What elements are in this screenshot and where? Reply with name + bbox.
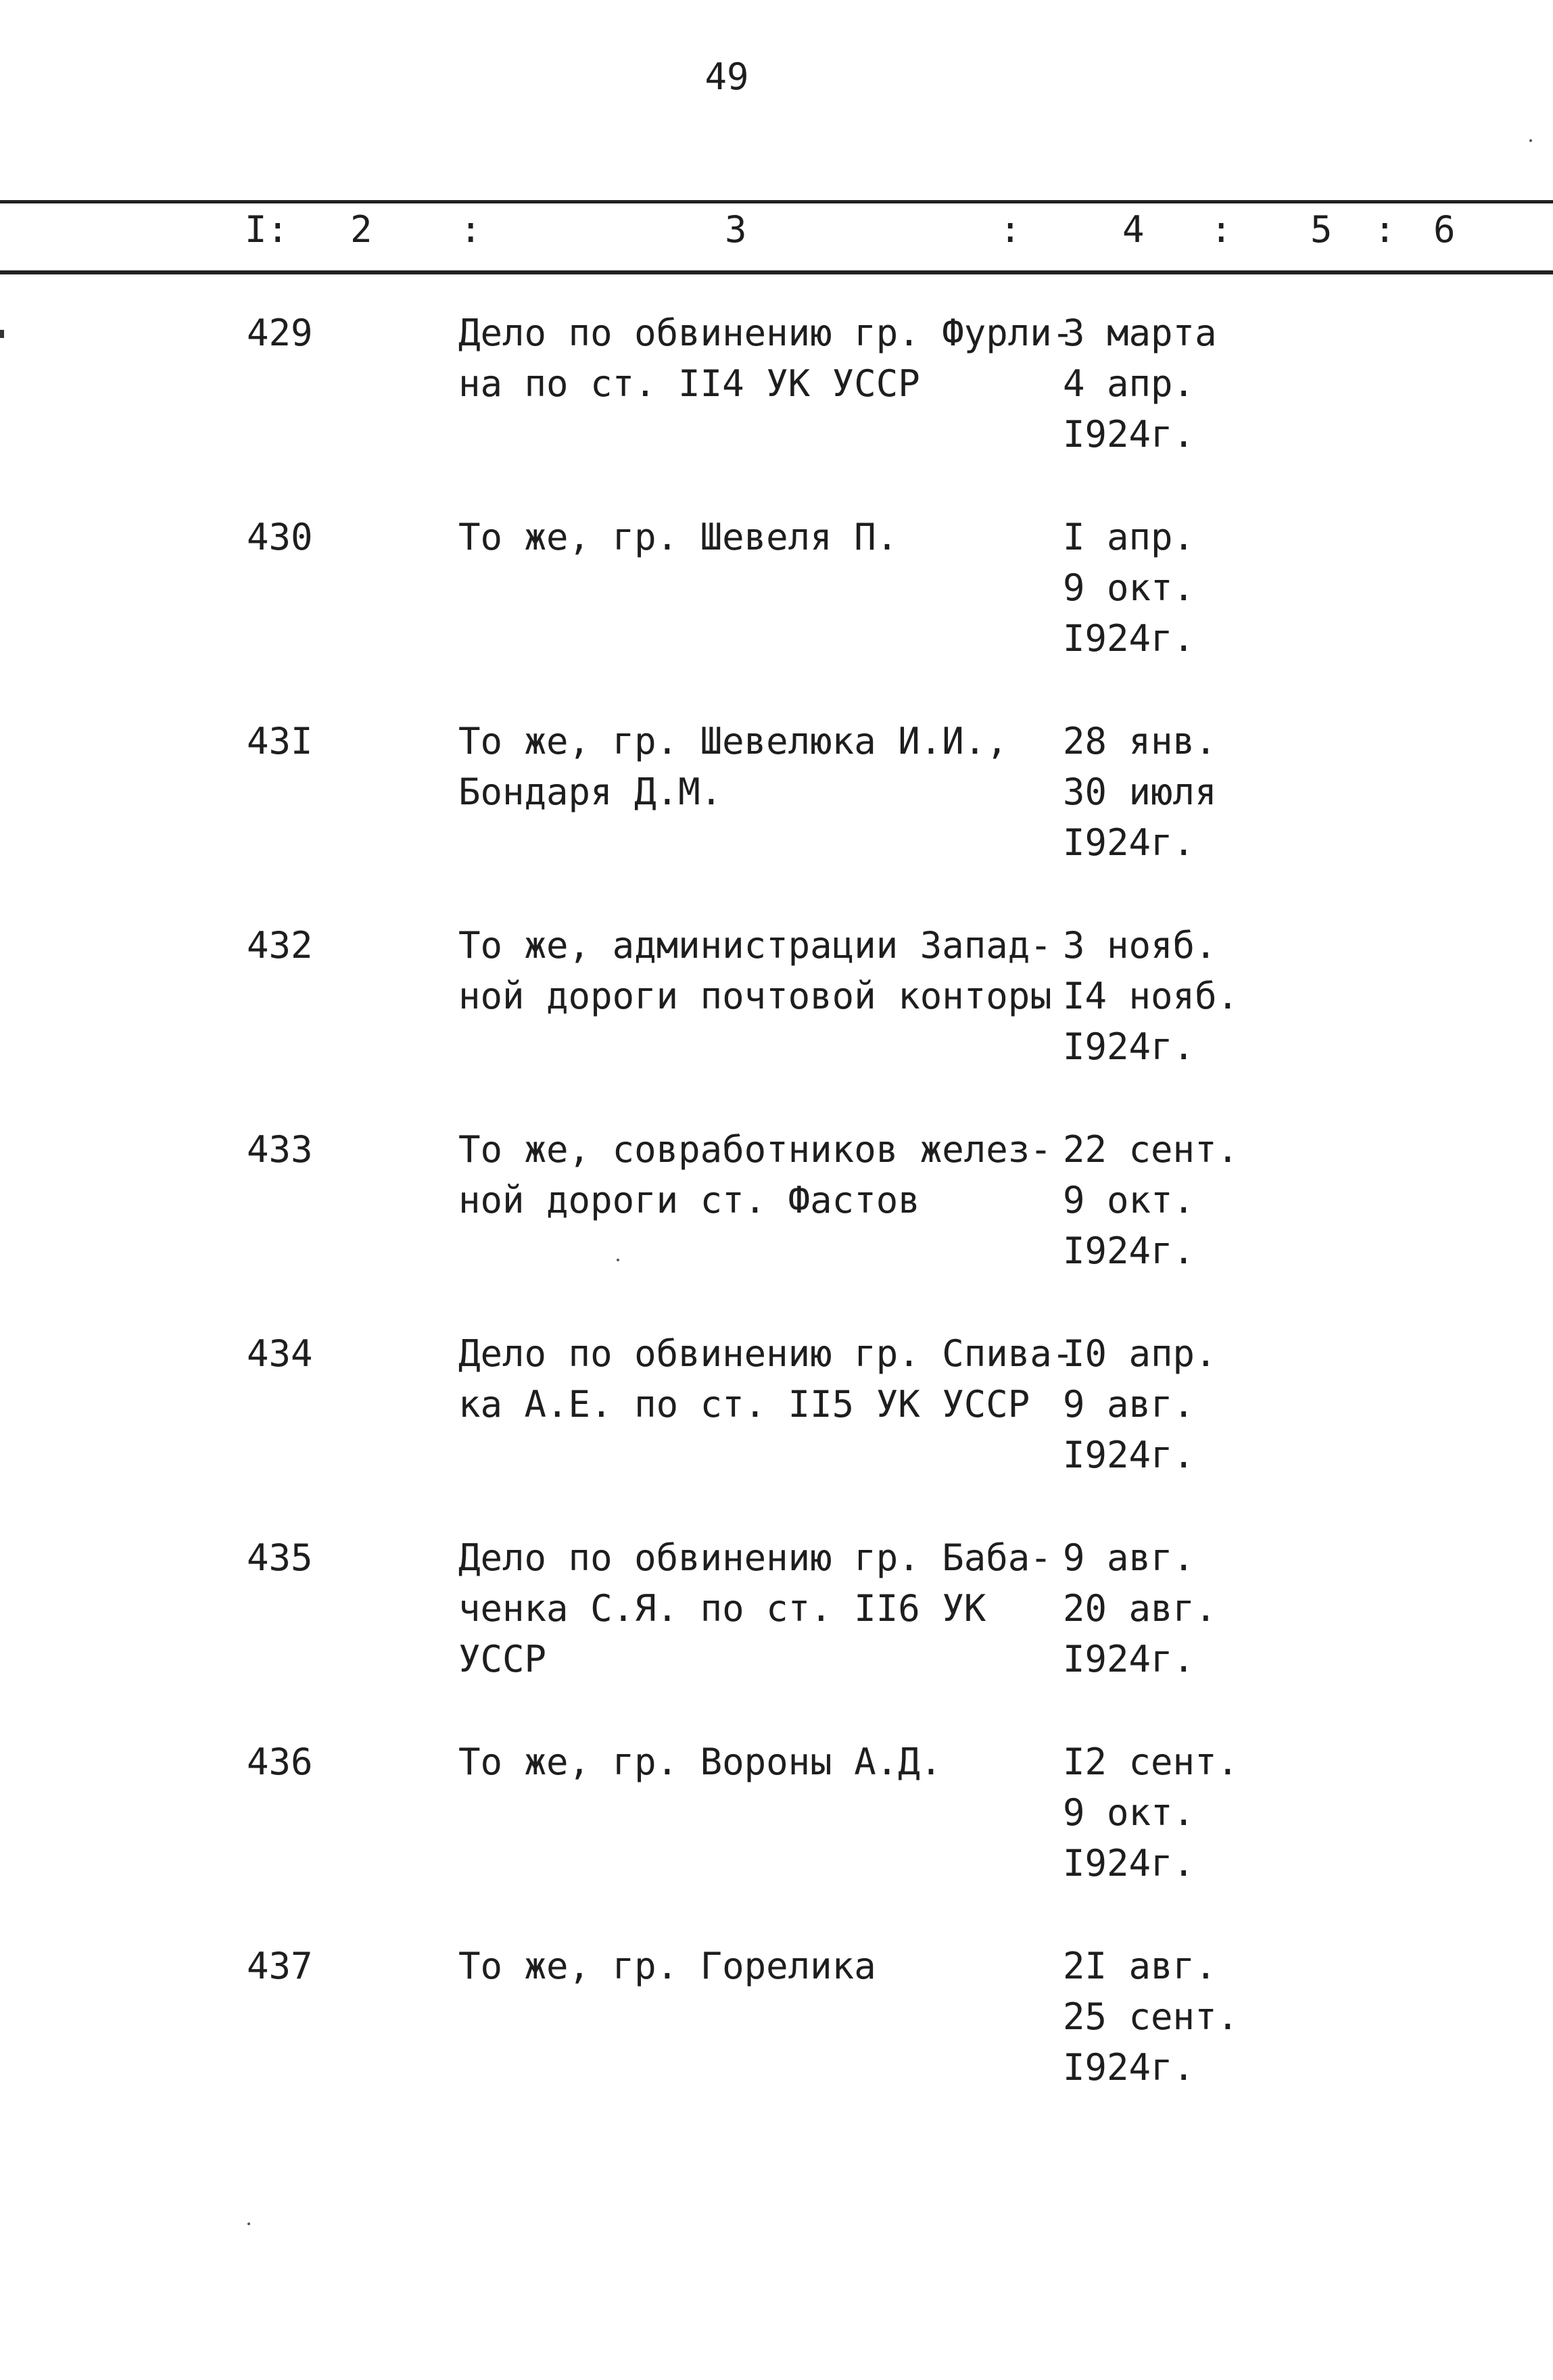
header-separator-2: :	[999, 208, 1022, 251]
row-title	[458, 716, 1067, 817]
row-title-line: Дело по обвинению гр. Баба-	[458, 1536, 1052, 1579]
row-title-line: То же, гр. Вороны А.Д.	[458, 1741, 942, 1783]
row-date-line: 3 марта	[1063, 312, 1217, 354]
header-separator-1: :	[460, 208, 482, 251]
row-date-line: I4 нояб.	[1063, 975, 1239, 1017]
row-dates	[1063, 1328, 1279, 1480]
row-title-line: То же, совработников желез-	[458, 1128, 1052, 1171]
row-number: 429	[247, 312, 313, 354]
row-title	[458, 512, 1067, 562]
row-title	[458, 1124, 1067, 1225]
row-date-line: 30 июля	[1063, 771, 1217, 813]
row-title-line: ка А.Е. по ст. II5 УК УССР	[458, 1383, 1030, 1426]
row-title-line: Дело по обвинению гр. Спива-	[458, 1332, 1074, 1375]
row-title-line: Бондаря Д.М.	[458, 771, 723, 813]
row-dates	[1063, 1941, 1279, 2093]
row-date-line: 20 авг.	[1063, 1587, 1217, 1630]
row-date-line: 28 янв.	[1063, 720, 1217, 762]
row-date-line: I0 апр.	[1063, 1332, 1217, 1375]
row-title-line: ной дороги ст. Фастов	[458, 1179, 920, 1221]
row-number: 43I	[247, 720, 313, 762]
row-title	[458, 1941, 1067, 1991]
row-title-line: ченка С.Я. по ст. II6 УК	[458, 1587, 986, 1630]
header-bottom-rule	[0, 270, 1553, 274]
row-date-line: I924г.	[1063, 1842, 1195, 1885]
row-dates	[1063, 512, 1279, 664]
row-date-line: I924г.	[1063, 617, 1195, 660]
row-date-line: I апр.	[1063, 516, 1195, 558]
header-col-3: 3	[725, 208, 747, 251]
row-date-line: I924г.	[1063, 413, 1195, 456]
header-separator-4: :	[1374, 208, 1396, 251]
row-number: 430	[247, 516, 313, 558]
row-date-line: 9 окт.	[1063, 566, 1195, 609]
row-title-line: То же, гр. Горелика	[458, 1945, 876, 1987]
row-title	[458, 1532, 1067, 1684]
header-col-5: 5	[1310, 208, 1333, 251]
row-title-line: Дело по обвинению гр. Фурли-	[458, 312, 1074, 354]
header-col-4: 4	[1122, 208, 1145, 251]
row-date-line: I2 сент.	[1063, 1741, 1239, 1783]
row-title-line: То же, гр. Шевелюка И.И.,	[458, 720, 1008, 762]
row-date-line: I924г.	[1063, 1434, 1195, 1476]
page-number: 49	[704, 55, 749, 98]
row-date-line: I924г.	[1063, 2046, 1195, 2089]
row-number: 432	[247, 924, 313, 967]
row-dates	[1063, 1124, 1279, 1276]
row-date-line: I924г.	[1063, 1230, 1195, 1272]
row-date-line: I924г.	[1063, 1025, 1195, 1068]
row-dates	[1063, 308, 1279, 460]
row-title-line: То же, администрации Запад-	[458, 924, 1052, 967]
margin-mark	[0, 330, 4, 338]
row-title-line: ной дороги почтовой конторы	[458, 975, 1052, 1017]
row-title-line: на по ст. II4 УК УССР	[458, 362, 920, 405]
row-number: 436	[247, 1741, 313, 1783]
row-date-line: 2I авг.	[1063, 1945, 1217, 1987]
row-date-line: 9 авг.	[1063, 1536, 1195, 1579]
row-title	[458, 1328, 1074, 1430]
row-dates	[1063, 920, 1279, 1072]
row-date-line: 4 апр.	[1063, 362, 1195, 405]
row-date-line: I924г.	[1063, 1638, 1195, 1680]
header-separator-3: :	[1210, 208, 1233, 251]
row-title-line: УССР	[458, 1638, 547, 1680]
row-date-line: 22 сент.	[1063, 1128, 1239, 1171]
row-dates	[1063, 716, 1279, 868]
header-col-6: 6	[1433, 208, 1456, 251]
row-title	[458, 920, 1067, 1021]
header-top-rule	[0, 200, 1553, 203]
row-title	[458, 308, 1074, 409]
row-date-line: 25 сент.	[1063, 1995, 1239, 2038]
row-date-line: 9 окт.	[1063, 1791, 1195, 1834]
scan-speck	[617, 1259, 619, 1261]
scan-speck	[1529, 139, 1532, 142]
row-title	[458, 1737, 1067, 1787]
row-dates	[1063, 1737, 1279, 1889]
row-number: 437	[247, 1945, 313, 1987]
row-date-line: 9 авг.	[1063, 1383, 1195, 1426]
row-number: 434	[247, 1332, 313, 1375]
row-number: 433	[247, 1128, 313, 1171]
scan-speck	[247, 2223, 250, 2225]
row-date-line: I924г.	[1063, 821, 1195, 864]
row-number: 435	[247, 1536, 313, 1579]
header-col-1: I:	[245, 208, 289, 251]
row-date-line: 3 нояб.	[1063, 924, 1217, 967]
row-title-line: То же, гр. Шевеля П.	[458, 516, 899, 558]
row-date-line: 9 окт.	[1063, 1179, 1195, 1221]
header-col-2: 2	[350, 208, 373, 251]
row-dates	[1063, 1532, 1279, 1684]
